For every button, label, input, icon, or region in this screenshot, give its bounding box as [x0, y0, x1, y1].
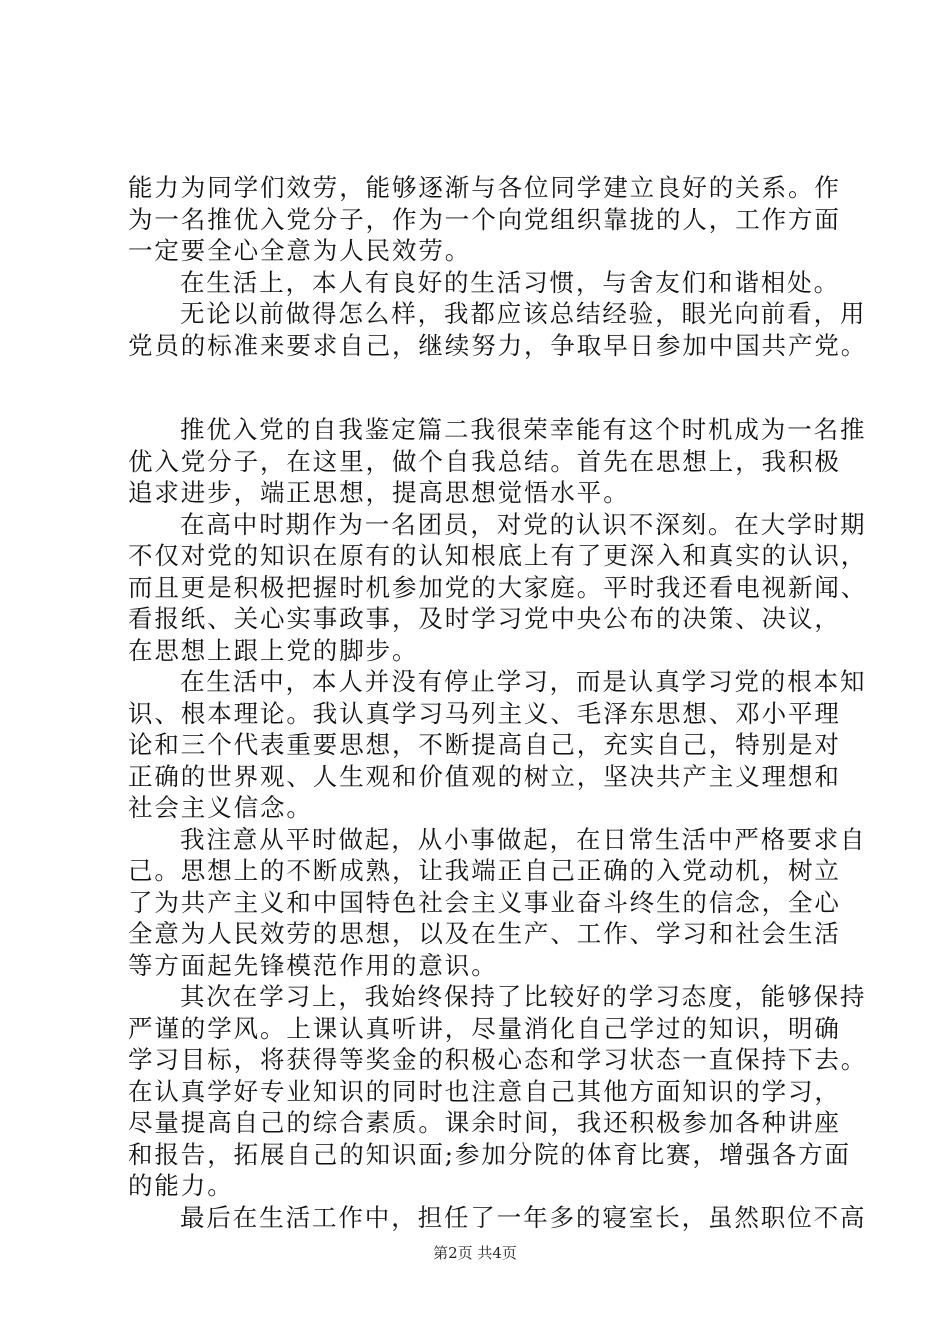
text-line: 在生活中，本人并没有停止学习，而是认真学习党的根本知 — [180, 667, 867, 696]
text-line: 等方面起先锋模范作用的意识。 — [128, 950, 498, 980]
text-line: 的能力。 — [128, 1171, 234, 1200]
text-line: 能力为同学们效劳，能够逐渐与各位同学建立良好的关系。作 — [128, 173, 841, 202]
text-line: 无论以前做得怎么样，我都应该总结经验，眼光向前看，用 — [180, 299, 867, 328]
text-line: 在认真学好专业知识的同时也注意自己其他方面知识的学习， — [128, 1076, 841, 1106]
text-line: 一定要全心全意为人民效劳。 — [128, 236, 472, 265]
text-line: 为一名推优入党分子，作为一个向党组织靠拢的人，工作方面 — [128, 204, 841, 234]
text-line: 社会主义信念。 — [128, 793, 313, 822]
text-line: 学习目标，将获得等奖金的积极心态和学习状态一直保持下去。 — [128, 1045, 868, 1074]
text-line: 严谨的学风。上课认真听讲，尽量消化自己学过的知识，明确 — [128, 1013, 841, 1043]
text-line: 推优入党的自我鉴定篇二我很荣幸能有这个时机成为一名推 — [180, 415, 867, 444]
text-line: 论和三个代表重要思想，不断提高自己，充实自己，特别是对 — [128, 730, 841, 759]
text-line: 识、根本理论。我认真学习马列主义、毛泽东思想、邓小平理 — [128, 698, 841, 728]
text-line: 在思想上跟上党的脚步。 — [128, 635, 419, 665]
text-line: 其次在学习上，我始终保持了比较好的学习态度，能够保持 — [180, 982, 867, 1011]
text-line: 和报告，拓展自己的知识面;参加分院的体育比赛，增强各方面 — [128, 1139, 851, 1169]
text-line: 看报纸、关心实事政事，及时学习党中央公布的决策、决议， — [128, 604, 841, 633]
text-line: 尽量提高自己的综合素质。课余时间，我还积极参加各种讲座 — [128, 1108, 841, 1137]
text-line: 己。思想上的不断成熟，让我端正自己正确的入党动机，树立 — [128, 856, 841, 885]
text-line: 正确的世界观、人生观和价值观的树立，坚决共产主义理想和 — [128, 761, 841, 791]
text-line: 在高中时期作为一名团员，对党的认识不深刻。在大学时期 — [180, 509, 867, 539]
section-gap — [128, 361, 828, 414]
page-number-footer: 第2页 共4页 — [433, 1244, 517, 1262]
text-line: 优入党分子，在这里，做个自我总结。首先在思想上，我积极 — [128, 446, 841, 476]
text-line: 了为共产主义和中国特色社会主义事业奋斗终生的信念，全心 — [128, 887, 841, 917]
body-text — [128, 172, 868, 1233]
text-line: 不仅对党的知识在原有的认知根底上有了更深入和真实的认识， — [128, 541, 868, 570]
text-line: 党员的标准来要求自己，继续努力，争取早日参加中国共产党。 — [128, 330, 868, 360]
text-line: 追求进步，端正思想，提高思想觉悟水平。 — [128, 478, 630, 507]
text-line: 在生活上，本人有良好的生活习惯，与舍友们和谐相处。 — [180, 267, 840, 297]
text-line: 而且更是积极把握时机参加党的大家庭。平时我还看电视新闻、 — [128, 572, 868, 602]
text-line: 最后在生活工作中，担任了一年多的寝室长，虽然职位不高 — [180, 1202, 867, 1232]
text-line: 全意为人民效劳的思想，以及在生产、工作、学习和社会生活 — [128, 919, 841, 948]
text-line: 我注意从平时做起，从小事做起，在日常生活中严格要求自 — [180, 824, 867, 854]
